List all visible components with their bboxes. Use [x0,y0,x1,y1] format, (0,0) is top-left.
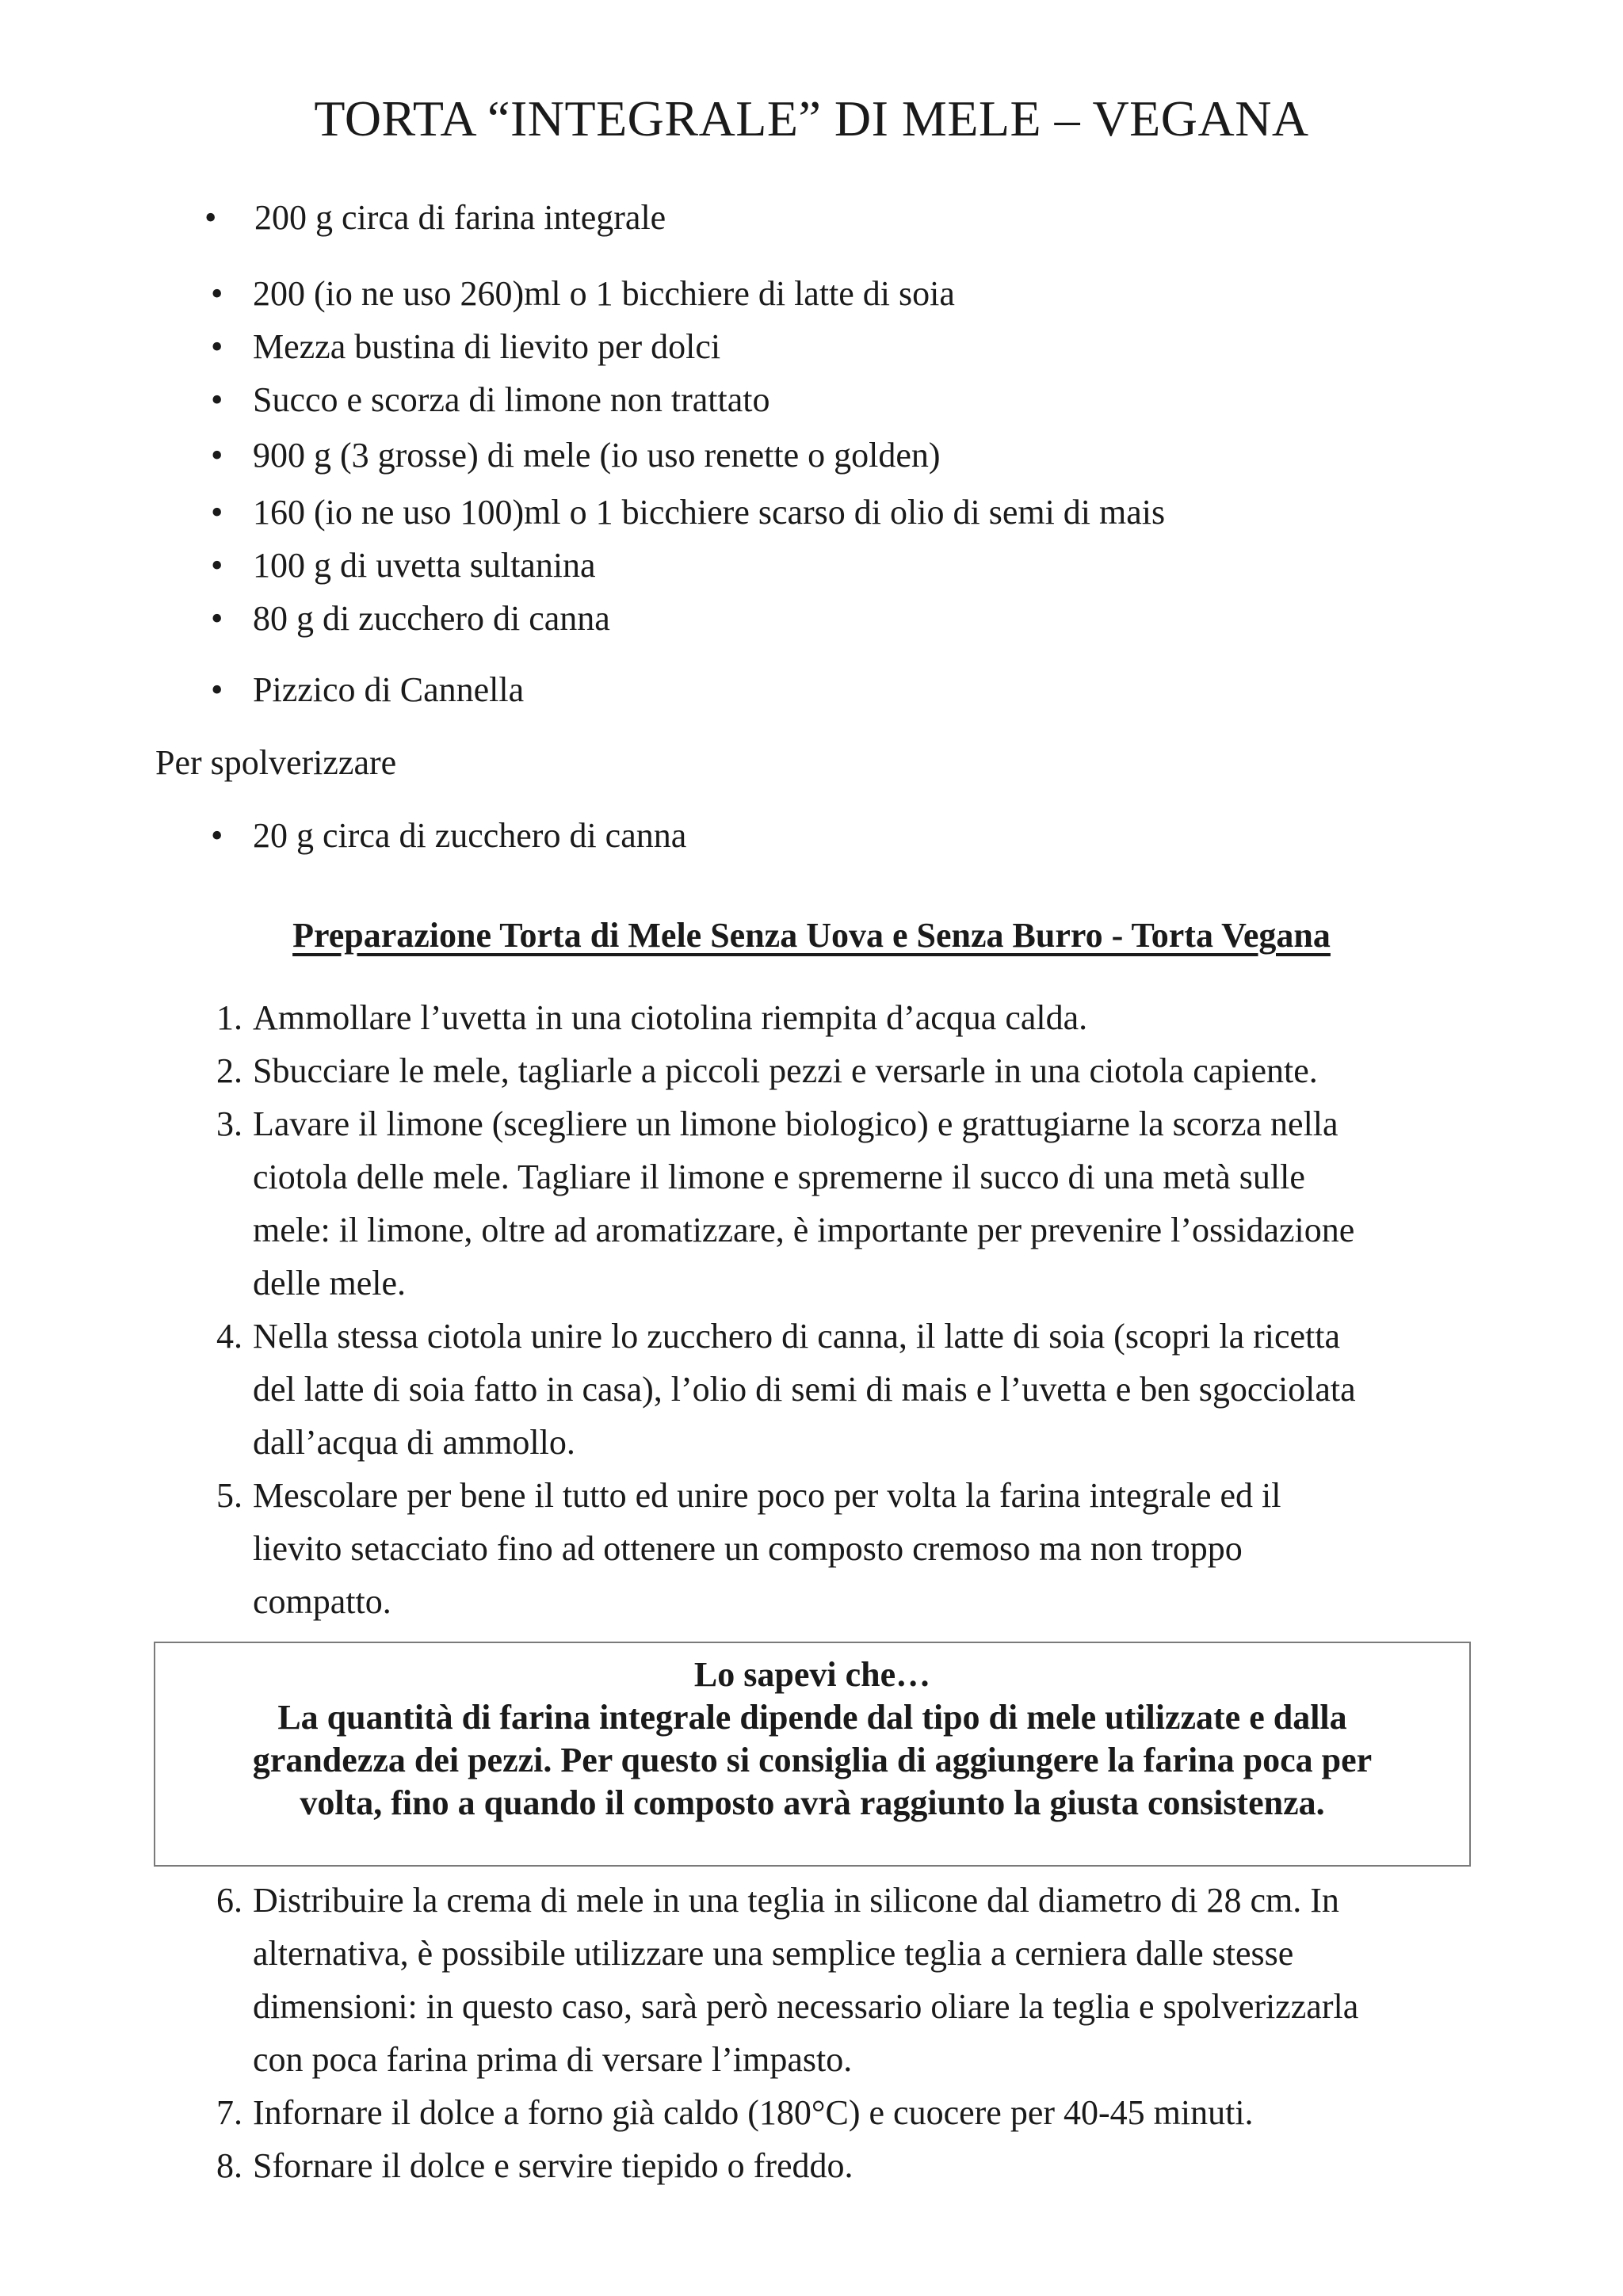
bullet-icon: • [211,546,223,585]
ingredient-text: 900 g (3 grosse) di mele (io uso renette o golden) [253,436,941,475]
bullet-icon: • [211,599,223,638]
ingredient-text: 200 (io ne uso 260)ml o 1 bicchiere di latte di soia [253,274,955,313]
ingredient-text: 160 (io ne uso 100)ml o 1 bicchiere scarso di olio di semi di mais [253,493,1166,532]
ingredient-text: Succo e scorza di limone non trattato [253,380,770,419]
step-text: alternativa, è possibile utilizzare una semplice teglia a cerniera dalle stesse [253,1934,1294,1973]
tip-box-title: Lo sapevi che… [693,1655,931,1694]
step-number: 7. [216,2093,242,2132]
tip-box-line: La quantità di farina integrale dipende dal tipo di mele utilizzate e dalla [277,1698,1347,1737]
step-text: Distribuire la crema di mele in una teglia in silicone dal diametro di 28 cm. In [253,1881,1339,1920]
step-number: 5. [216,1476,242,1515]
step-text: lievito setacciato fino ad ottenere un composto cremoso ma non troppo [253,1529,1243,1568]
bullet-icon: • [211,670,223,709]
step-text: Sfornare il dolce e servire tiepido o freddo. [253,2146,854,2185]
step-text: del latte di soia fatto in casa), l’olio di semi di mais e l’uvetta e ben sgocciolata [253,1370,1356,1409]
ingredient-text: Pizzico di Cannella [253,670,525,709]
step-number: 2. [216,1051,242,1090]
section-heading: Preparazione Torta di Mele Senza Uova e Senza Burro - Torta Vegana [292,916,1331,955]
step-text: Lavare il limone (scegliere un limone biologico) e grattugiarne la scorza nella [253,1104,1338,1143]
step-text: Infornare il dolce a forno già caldo (180°C) e cuocere per 40-45 minuti. [253,2093,1254,2132]
bullet-icon: • [211,327,223,366]
page-title: TORTA “INTEGRALE” DI MELE – VEGANA [314,90,1309,147]
tip-box [154,1642,1471,1867]
tip-box-line: volta, fino a quando il composto avrà raggiunto la giusta consistenza. [300,1783,1325,1822]
bullet-icon: • [211,493,223,532]
ingredient-text: Mezza bustina di lievito per dolci [253,327,721,366]
bullet-icon: • [211,380,223,419]
step-text: mele: il limone, oltre ad aromatizzare, è importante per prevenire l’ossidazione [253,1211,1355,1249]
step-text: dall’acqua di ammollo. [253,1423,575,1462]
step-number: 4. [216,1317,242,1356]
ingredient-text: 80 g di zucchero di canna [253,599,610,638]
step-text: Ammollare l’uvetta in una ciotolina riempita d’acqua calda. [253,998,1088,1037]
ingredient-text: 20 g circa di zucchero di canna [253,816,687,855]
step-number: 6. [216,1881,242,1920]
step-text: Nella stessa ciotola unire lo zucchero di canna, il latte di soia (scopri la ricetta [253,1317,1341,1356]
bullet-icon: • [211,816,223,855]
step-text: ciotola delle mele. Tagliare il limone e spremerne il succo di una metà sulle [253,1158,1305,1196]
bullet-icon: • [211,436,223,475]
step-text: Sbucciare le mele, tagliarle a piccoli pezzi e versarle in una ciotola capiente. [253,1051,1318,1090]
step-text: delle mele. [253,1264,407,1302]
step-number: 3. [216,1104,242,1143]
bullet-icon: • [211,274,223,313]
step-text: compatto. [253,1582,391,1621]
tip-box-line: grandezza dei pezzi. Per questo si consiglia di aggiungere la farina poca per [252,1741,1373,1779]
step-number: 1. [216,998,242,1037]
step-text: con poca farina prima di versare l’impasto. [253,2040,853,2079]
step-text: Mescolare per bene il tutto ed unire poco per volta la farina integrale ed il [253,1476,1281,1515]
dusting-label: Per spolverizzare [155,743,397,782]
bullet-icon: • [204,198,217,237]
step-text: dimensioni: in questo caso, sarà però necessario oliare la teglia e spolverizzarla [253,1987,1359,2026]
ingredient-text: 100 g di uvetta sultanina [253,546,596,585]
step-number: 8. [216,2146,242,2185]
ingredient-text: 200 g circa di farina integrale [254,198,666,237]
